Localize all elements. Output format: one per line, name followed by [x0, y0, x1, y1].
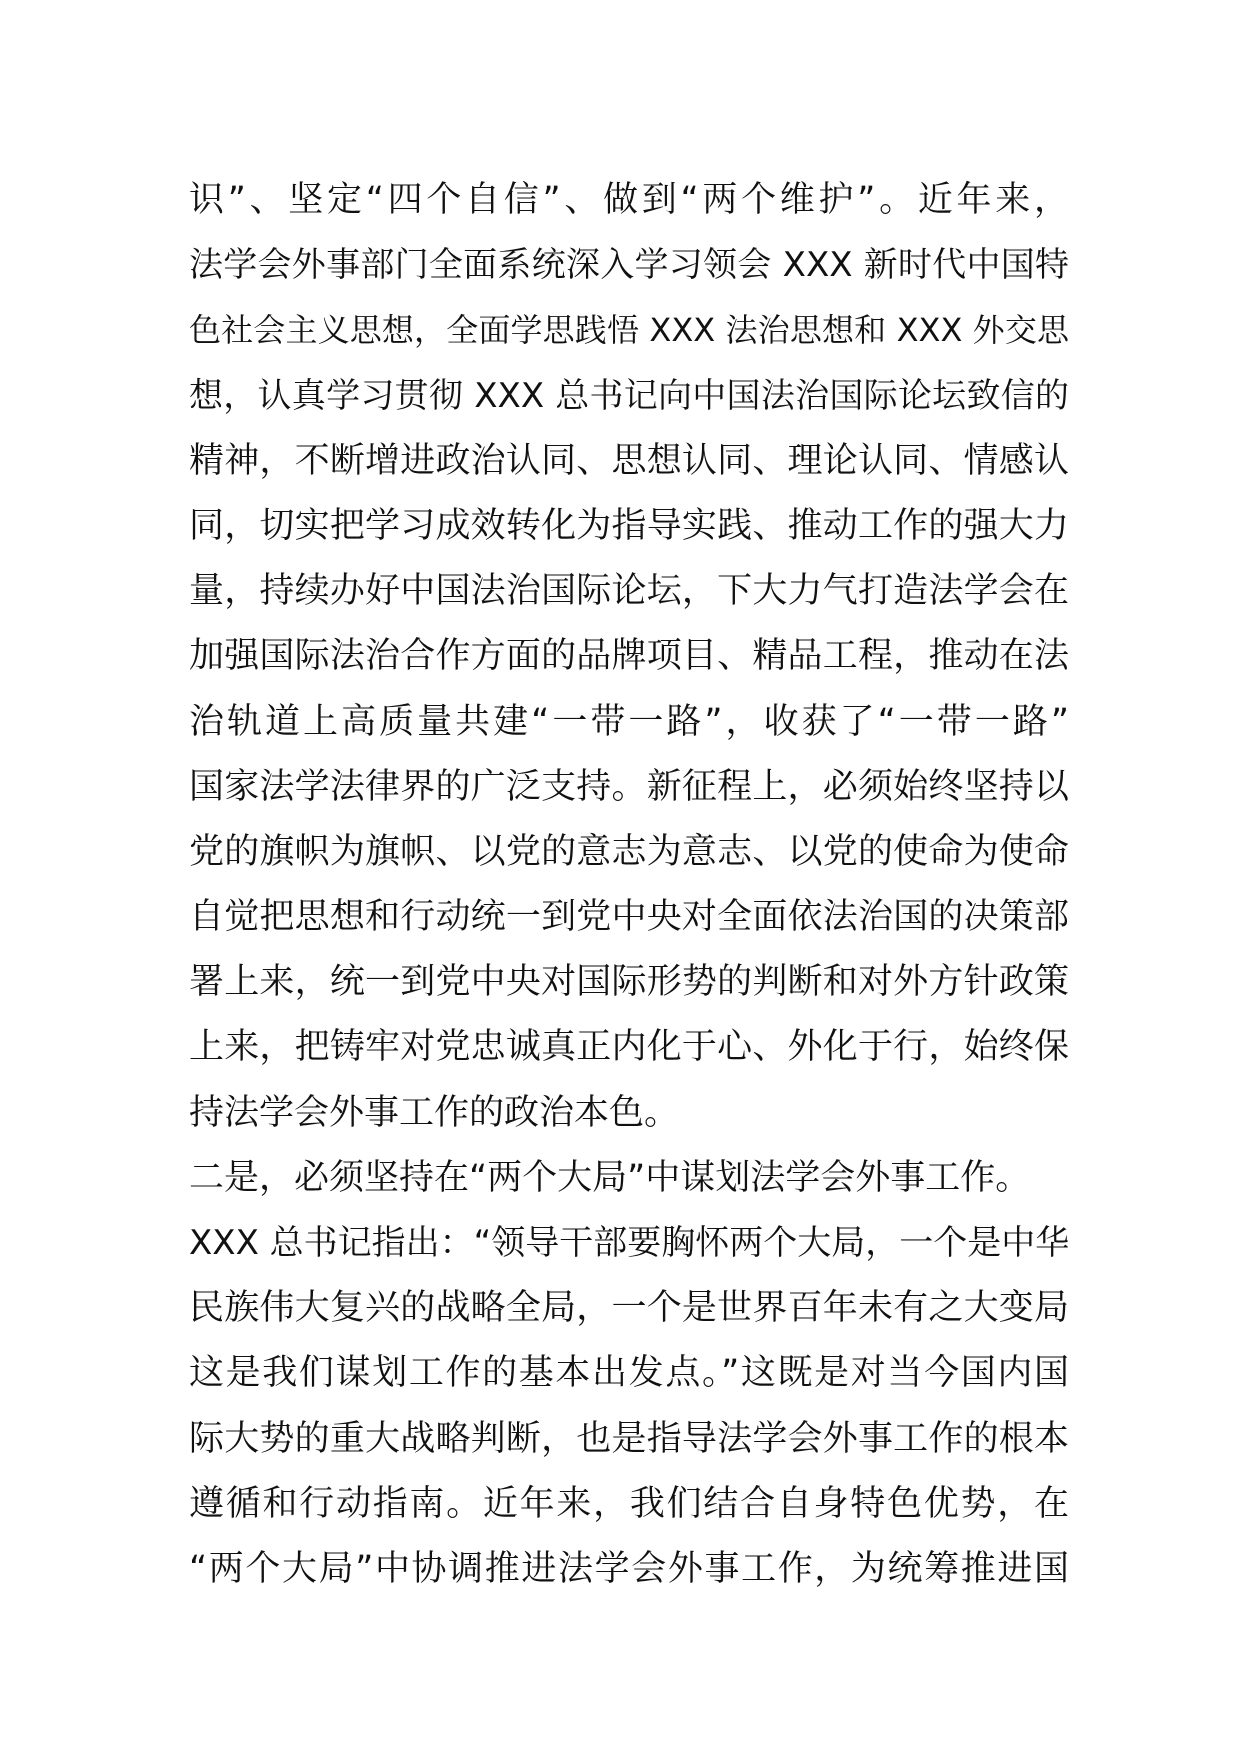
- body-text: [189, 168, 1069, 1602]
- text-line-12: 自觉把思想和行动统一到党中央对全面依法治国的决策部: [189, 897, 1069, 938]
- text-line-10: 国家法学法律界的广泛支持。新征程上，必须始终坚持以: [189, 766, 1069, 807]
- text-line-11: 党的旗帜为旗帜、以党的意志为意志、以党的使命为使命: [189, 831, 1069, 872]
- text-line-19: 这是我们谋划工作的基本出发点。”这既是对当今国内国: [189, 1353, 1069, 1394]
- text-line-21: 遵循和行动指南。近年来，我们结合自身特色优势，在: [189, 1483, 1069, 1524]
- text-line-1: 识”、坚定“四个自信”、做到“两个维护”。近年来，: [189, 180, 1069, 220]
- text-line-20: 际大势的重大战略判断，也是指导法学会外事工作的根本: [189, 1418, 1069, 1459]
- text-line-2: 法学会外事部门全面系统深入学习领会 XXX 新时代中国特: [189, 245, 1069, 286]
- text-line-15: 持法学会外事工作的政治本色。: [189, 1092, 680, 1133]
- section-heading-line: 二是，必须坚持在“两个大局”中谋划法学会外事工作。: [189, 1157, 1031, 1198]
- text-line-9: 治轨道上高质量共建“一带一路”，收获了“一带一路”: [189, 701, 1069, 742]
- text-line-8: 加强国际法治合作方面的品牌项目、精品工程，推动在法: [189, 636, 1069, 677]
- text-line-3: 色社会主义思想，全面学思践悟 XXX 法治思想和 XXX 外交思: [189, 311, 1069, 350]
- text-line-14: 上来，把铸牢对党忠诚真正内化于心、外化于行，始终保: [189, 1027, 1069, 1068]
- text-line-13: 署上来，统一到党中央对国际形势的判断和对外方针政策: [189, 962, 1069, 1003]
- text-line-4: 想，认真学习贯彻 XXX 总书记向中国法治国际论坛致信的: [189, 375, 1069, 416]
- text-line-7: 量，持续办好中国法治国际论坛，下大力气打造法学会在: [189, 571, 1069, 612]
- text-line-18: 民族伟大复兴的战略全局，一个是世界百年未有之大变局: [189, 1288, 1069, 1329]
- text-line-6: 同，切实把学习成效转化为指导实践、推动工作的强大力: [189, 505, 1069, 546]
- text-line-17: XXX 总书记指出：“领导干部要胸怀两个大局，一个是中华: [189, 1223, 1070, 1263]
- text-line-22: “两个大局”中协调推进法学会外事工作，为统筹推进国: [189, 1548, 1069, 1589]
- text-line-5: 精神，不断增进政治认同、思想认同、理论认同、情感认: [189, 440, 1069, 481]
